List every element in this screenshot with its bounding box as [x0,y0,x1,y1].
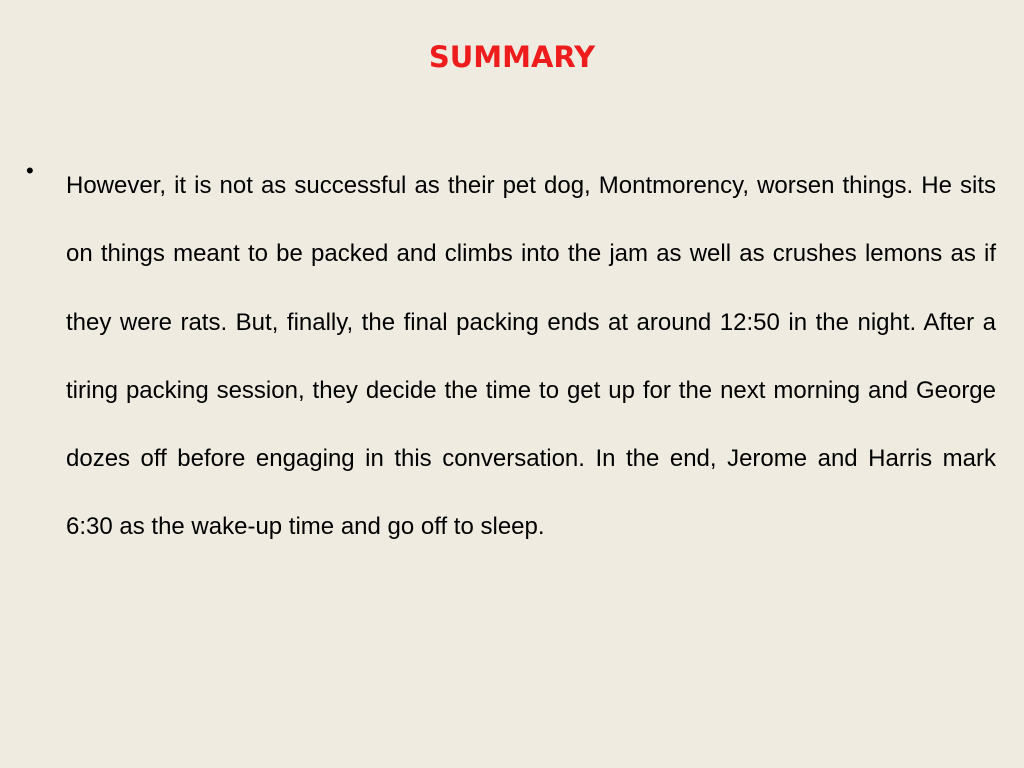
bullet-marker: • [26,158,34,183]
bullet-text: However, it is not as successful as their pet dog, Montmorency, worsen things. He sits on things meant to be packed and climbs into the jam as well as crushes lemons as if they were rats. But, finally, the final packing ends at around 12:50 in the night. After a tiring packing session, they decide the time to get up for the next morning and George dozes off before engaging in this conversation. In the end, Jerome and Harris mark 6:30 as the wake-up time and go off to sleep. [66,172,996,541]
slide-title: SUMMARY [428,40,596,74]
